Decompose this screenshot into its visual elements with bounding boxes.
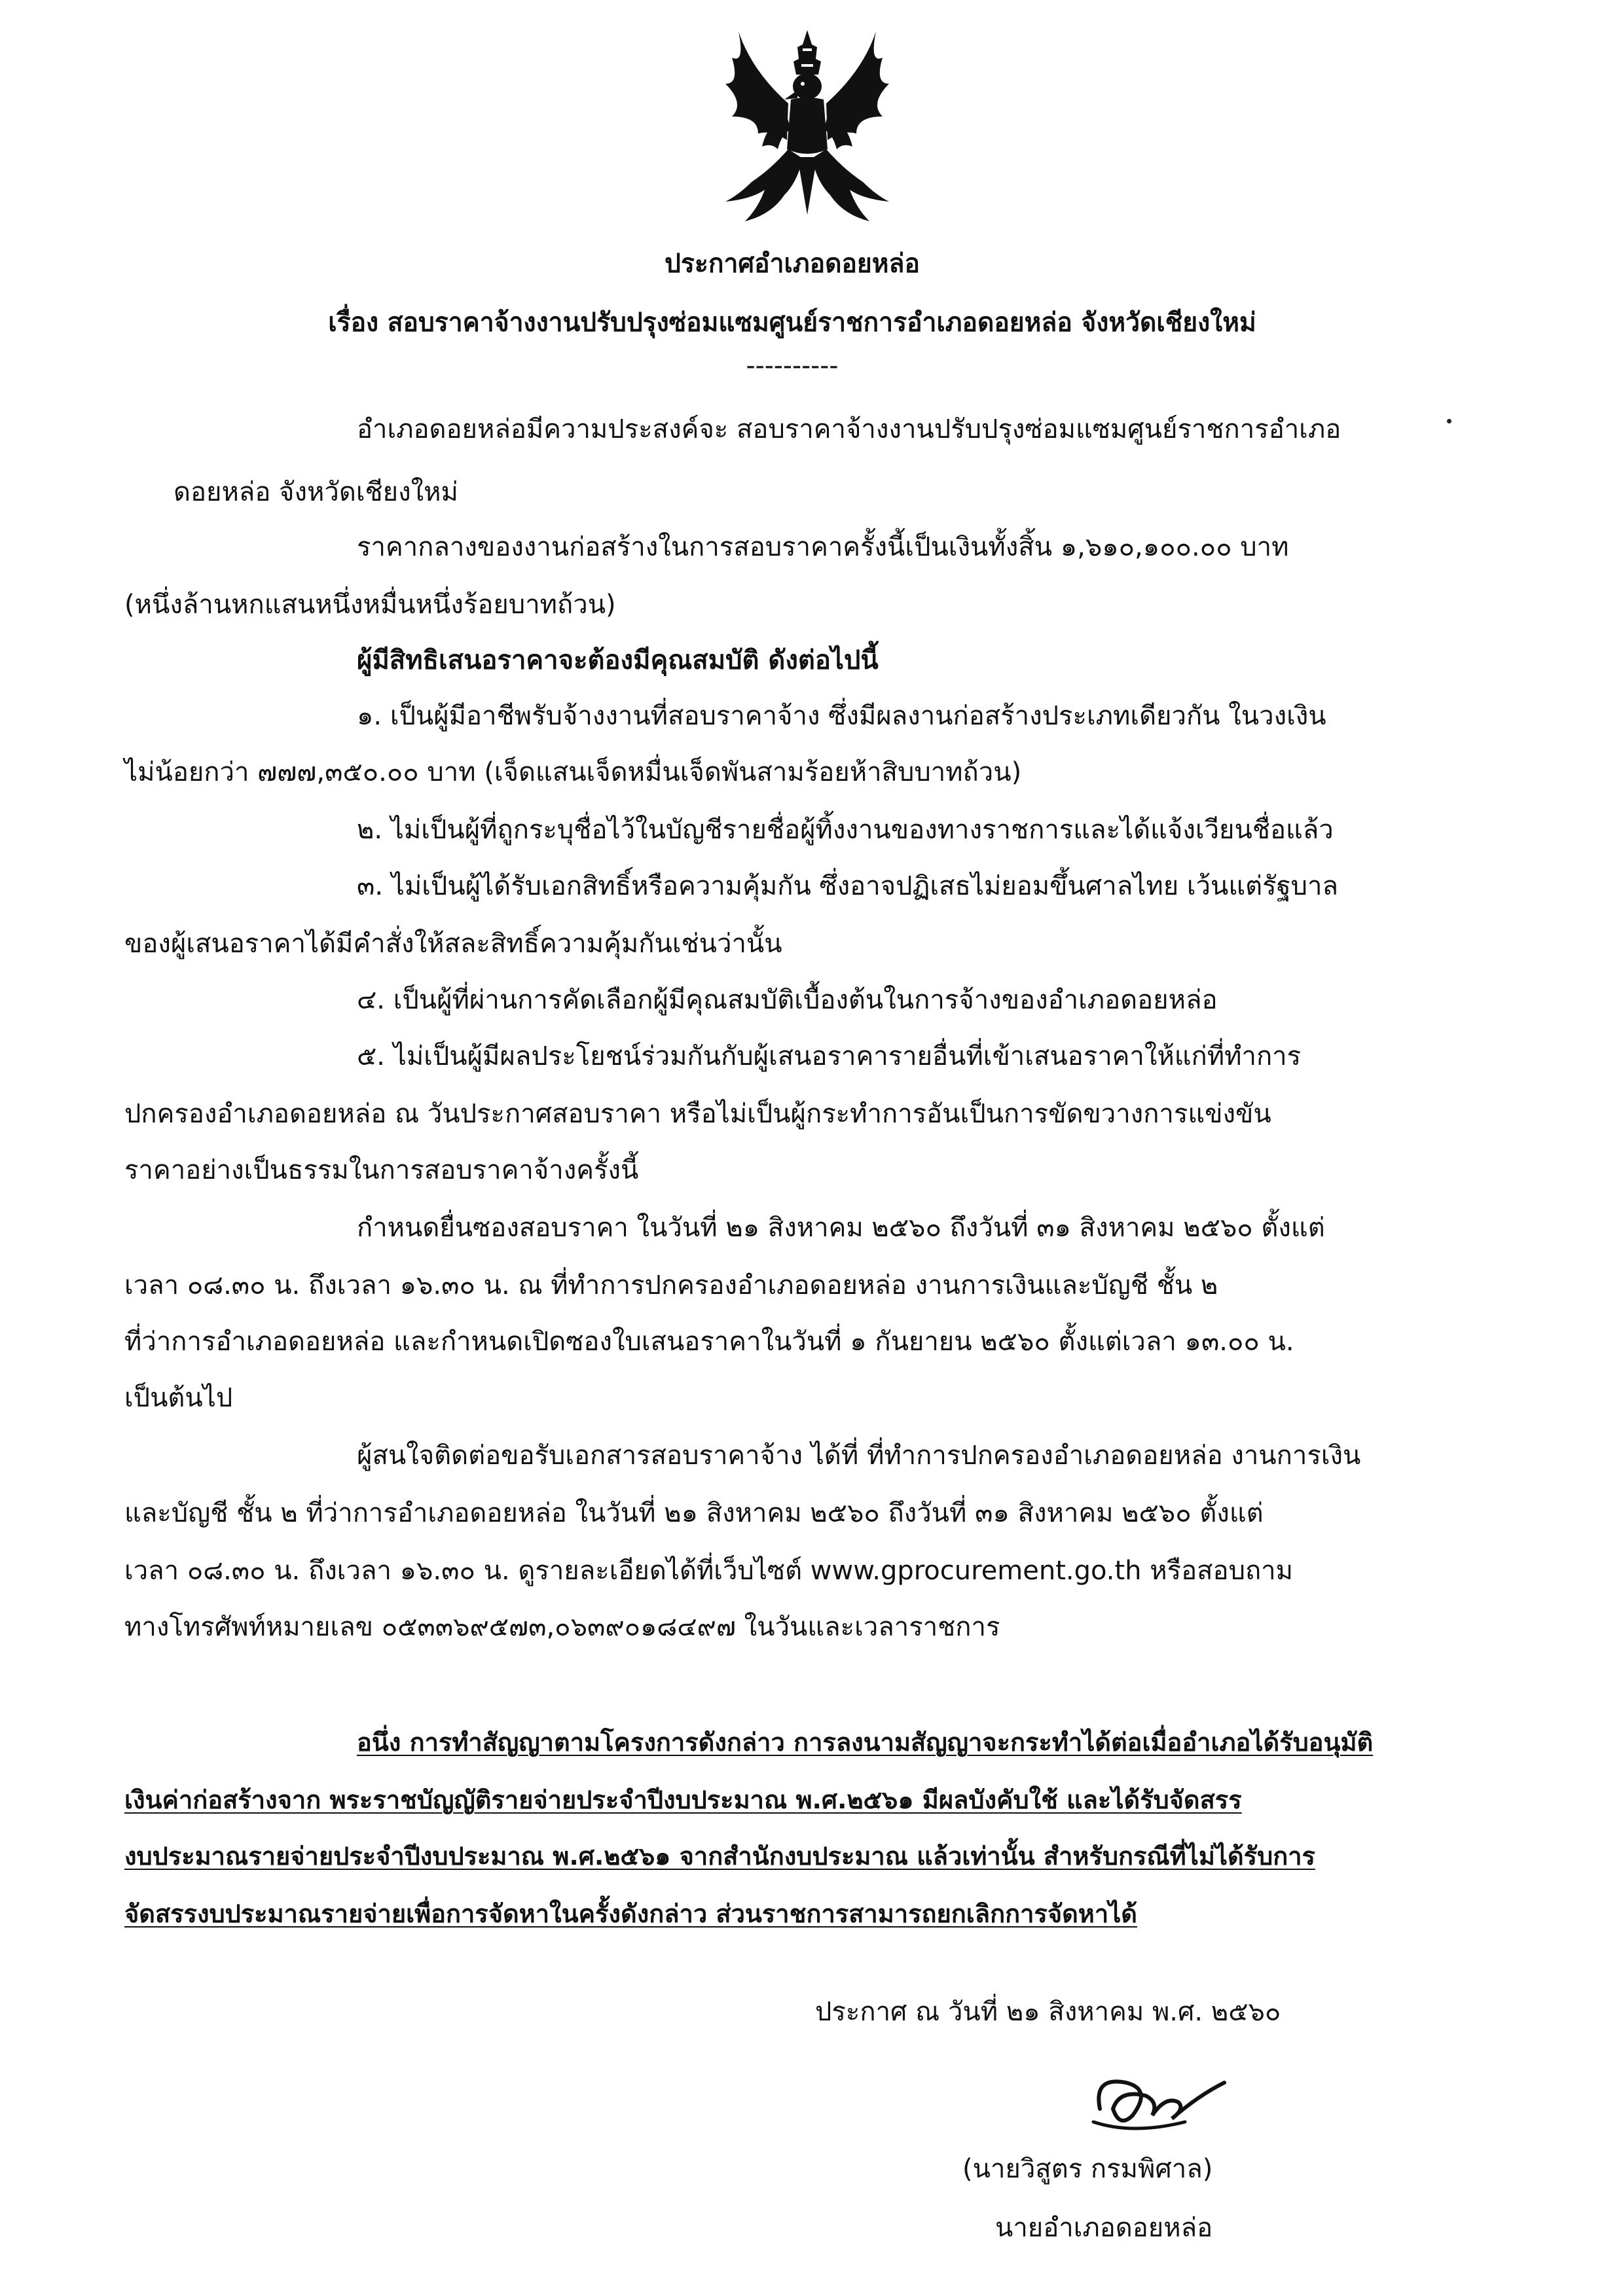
note-line-4: จัดสรรงบประมาณรายจ่ายเพื่อการจัดหาในครั้งดังกล่าว ส่วนราชการสามารถยกเลิกการจัดหาได้ <box>124 1899 1137 1928</box>
body-line-11: ๔. เป็นผู้ที่ผ่านการคัดเลือกผู้มีคุณสมบัติเบื้องต้นในการจ้างของอำเภอดอยหล่อ <box>357 985 1218 1015</box>
body-line-10: ของผู้เสนอราคาได้มีคำสั่งให้สละสิทธิ์ความคุ้มกันเช่นว่านั้น <box>124 929 782 959</box>
body-line-17: ที่ว่าการอำเภอดอยหล่อ และกำหนดเปิดซองใบเสนอราคาในวันที่ ๑ กันยายน ๒๕๖๐ ตั้งแต่เวลา ๑๓.๐๐ น. <box>124 1327 1294 1357</box>
body-line-6: ๑. เป็นผู้มีอาชีพรับจ้างงานที่สอบราคาจ้าง ซึ่งมีผลงานก่อสร้างประเภทเดียวกัน ในวงเงิน <box>357 701 1326 731</box>
note-line-1: อนึ่ง การทำสัญญาตามโครงการดังกล่าว การลงนามสัญญาจะกระทำได้ต่อเมื่ออำเภอได้รับอนุมัติ <box>357 1728 1374 1757</box>
body-line-1: อำเภอดอยหล่อมีความประสงค์จะ สอบราคาจ้างงานปรับปรุงซ่อมแซมศูนย์ราชการอำเภอ <box>357 414 1341 444</box>
body-line-22: ทางโทรศัพท์หมายเลข ๐๕๓๓๖๙๕๗๓,๐๖๓๙๐๑๘๔๙๗ ในวันและเวลาราชการ <box>124 1612 1000 1642</box>
body-line-8: ๒. ไม่เป็นผู้ที่ถูกระบุชื่อไว้ในบัญชีรายชื่อผู้ทิ้งงานของทางราชการและได้แจ้งเวียนชื่อแล้ว <box>357 815 1334 845</box>
body-line-9: ๓. ไม่เป็นผู้ได้รับเอกสิทธิ์หรือความคุ้มกัน ซึ่งอาจปฏิเสธไม่ยอมขึ้นศาลไทย เว้นแต่รัฐบาล <box>357 871 1339 901</box>
note-line-3: งบประมาณรายจ่ายประจำปีงบประมาณ พ.ศ.๒๕๖๑ จากสำนักงบประมาณ แล้วเท่านั้น สำหรับกรณีที่ไม่ได้รับการ <box>124 1842 1315 1871</box>
body-line-3: ราคากลางของงานก่อสร้างในการสอบราคาครั้งนี้เป็นเงินทั้งสิ้น ๑,๖๑๐,๑๐๐.๐๐ บาท <box>357 532 1289 562</box>
body-line-16: เวลา ๐๘.๓๐ น. ถึงเวลา ๑๖.๓๐ น. ณ ที่ทำการปกครองอำเภอดอยหล่อ งานการเงินและบัญชี ชั้น ๒ <box>124 1270 1218 1300</box>
stray-mark <box>1447 419 1451 423</box>
signer-name: (นายวิสูตร กรมพิศาล) <box>962 2154 1213 2184</box>
body-line-14: ราคาอย่างเป็นธรรมในการสอบราคาจ้างครั้งนี้ <box>124 1155 639 1185</box>
body-line-19: ผู้สนใจติดต่อขอรับเอกสารสอบราคาจ้าง ได้ที่ ที่ทำการปกครองอำเภอดอยหล่อ งานการเงิน <box>357 1441 1361 1471</box>
document-subject: เรื่อง สอบราคาจ้างงานปรับปรุงซ่อมแซมศูนย์ราชการอำเภอดอยหล่อ จังหวัดเชียงใหม่ <box>328 308 1256 338</box>
signer-position: นายอำเภอดอยหล่อ <box>995 2213 1213 2243</box>
title-divider: ---------- <box>746 351 839 381</box>
body-line-2: ดอยหล่อ จังหวัดเชียงใหม่ <box>173 477 458 507</box>
body-line-18: เป็นต้นไป <box>124 1383 233 1413</box>
body-line-12: ๕. ไม่เป็นผู้มีผลประโยชน์ร่วมกันกับผู้เสนอราคารายอื่นที่เข้าเสนอราคาให้แก่ที่ทำการ <box>357 1041 1302 1071</box>
body-line-20: และบัญชี ชั้น ๒ ที่ว่าการอำเภอดอยหล่อ ในวันที่ ๒๑ สิงหาคม ๒๕๖๐ ถึงวันที่ ๓๑ สิงหาคม ๒๕๖๐ ตั้งแต่ <box>124 1498 1264 1528</box>
body-line-13: ปกครองอำเภอดอยหล่อ ณ วันประกาศสอบราคา หรือไม่เป็นผู้กระทำการอันเป็นการขัดขวางการแข่งขัน <box>124 1099 1271 1129</box>
signature-icon <box>1074 2056 1244 2148</box>
body-line-15: กำหนดยื่นซองสอบราคา ในวันที่ ๒๑ สิงหาคม ๒๕๖๐ ถึงวันที่ ๓๑ สิงหาคม ๒๕๖๐ ตั้งแต่ <box>357 1213 1325 1243</box>
page-title: ประกาศอำเภอดอยหล่อ <box>665 249 920 279</box>
body-line-4: (หนึ่งล้านหกแสนหนึ่งหมื่นหนึ่งร้อยบาทถ้วน) <box>124 590 616 620</box>
announcement-date: ประกาศ ณ วันที่ ๒๑ สิงหาคม พ.ศ. ๒๕๖๐ <box>815 1997 1281 2027</box>
body-line-5: ผู้มีสิทธิเสนอราคาจะต้องมีคุณสมบัติ ดังต่อไปนี้ <box>357 645 879 675</box>
body-line-21: เวลา ๐๘.๓๐ น. ถึงเวลา ๑๖.๓๐ น. ดูรายละเอียดได้ที่เว็บไซต์ www.gprocurement.go.th หรือสอบถาม <box>124 1556 1293 1586</box>
note-line-2: เงินค่าก่อสร้างจาก พระราชบัญญัติรายจ่ายประจำปีงบประมาณ พ.ศ.๒๕๖๑ มีผลบังคับใช้ และได้รับจัดสรร <box>124 1785 1242 1814</box>
body-line-7: ไม่น้อยกว่า ๗๗๗,๓๕๐.๐๐ บาท (เจ็ดแสนเจ็ดหมื่นเจ็ดพันสามร้อยห้าสิบบาทถ้วน) <box>124 757 1022 787</box>
garuda-emblem-icon <box>699 18 915 229</box>
